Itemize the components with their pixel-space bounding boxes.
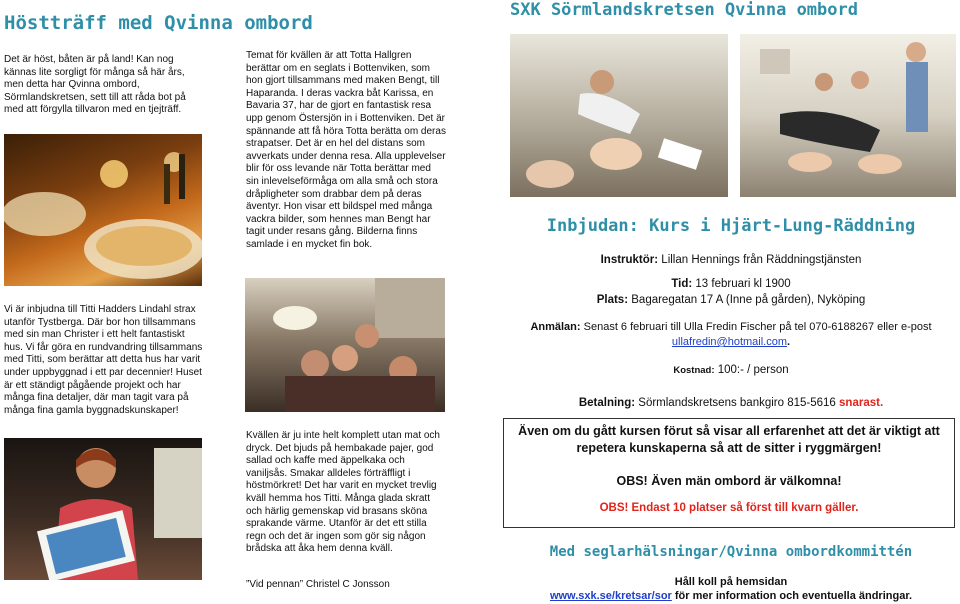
left-title: Höstträff med Qvinna ombord (4, 12, 313, 34)
instructor-line (502, 254, 960, 266)
notice-repeat: Även om du gått kursen förut så visar all erfarenhet att det är viktigt att repetera kunskaperna så att de sitter i ryggmärgen! (518, 424, 940, 455)
visit-paragraph: Vi är inbjudna till Titti Hadders Lindahl strax utanför Tystberga. Där bor hon tillsammans med sin man Christer i ett helt fantastiskt hus. Vi får göra en rundvandring tillsammans med Titti, som berättar att detta hus har varit under uppbyggnad i ett par decennier! Huset är ett ständigt pågående projekt och har många fina detaljer, där man tagit vara på många fina gamla byggnadskunskaper! (4, 304, 203, 416)
cost-label: Kostnad: (673, 365, 715, 376)
place-label: Plats: (596, 294, 629, 306)
signup-label: Anmälan: (530, 321, 581, 333)
evening-paragraph: Kvällen är ju inte helt komplett utan mat och dryck. Det bjuds på hembakade pajer, god sallad och kaffe med äppelkaka och vaniljsås. Smakar alldeles förträffligt i höstmörkret! Det har varit en mycket trevlig kväll hemma hos Titti. Många glada skratt och härlig gemenskap vid brasans sköna sprakande värme. Utanför är det ett stilla regn och det är ingen som gör sig någon brådska att åka hem denna kväll. (246, 430, 440, 555)
email-link[interactable]: ullafredin@hotmail.com (671, 336, 788, 348)
website-line (502, 590, 960, 602)
time-line (502, 278, 960, 290)
theme-paragraph: Temat för kvällen är att Totta Hallgren berättar om en seglats i Bottenviken, som hon gjort tillsammans med maken Bengt, till Haparanda. I deras vackra båt Karissa, en Bavaria 37, har de gjort en fantastisk resa upp genom Östersjön in i Bottenviken. Det är spännande att få höra Totta berätta om deras strapatser. Det är en hel del distans som avverkats under denna resa. Alla upplevelser blir för oss levande när Totta berättar med sin inlevelseförmåga om alla små och stora dråpligheter som drabbar dem på deras äventyr. Hon visar ett bildspel med många vackra bilder, som hennes man Bengt har tagit under resans gång. Bilderna finns samlade i en mycket fin bok. (246, 50, 446, 250)
payment-urgent: snarast. (839, 397, 884, 409)
time-value: 13 februari kl 1900 (695, 278, 791, 290)
keep-watch: Håll koll på hemsidan (674, 576, 788, 588)
payment-label: Betalning: (578, 397, 636, 409)
invitation-heading: Inbjudan: Kurs i Hjärt-Lung-Räddning (546, 216, 916, 236)
notice-obs: OBS! (599, 502, 629, 514)
signup-line: Anmälan: Senast 6 februari till Ulla Fredin Fischer på tel 070-6188267 eller e-post ullafredin@hotmail.com. (530, 321, 932, 348)
dinner-photo (245, 278, 445, 412)
titti-photo (4, 438, 202, 580)
notice-men-welcome: OBS! Även män ombord är välkomna! (616, 474, 842, 488)
website-note: för mer information och eventuella ändringar. (674, 590, 913, 602)
greeting: Med seglarhälsningar/Qvinna ombordkommittén (549, 544, 913, 560)
time-label: Tid: (671, 278, 693, 290)
candle-table-photo (4, 134, 202, 286)
cpr-photo-left (510, 34, 728, 197)
instructor-value: Lillan Hennings från Räddningstjänsten (661, 254, 862, 266)
signature: ”Vid pennan” Christel C Jonsson (246, 579, 390, 590)
payment-value: Sörmlandskretsens bankgiro 815-5616 (638, 397, 836, 409)
instructor-label: Instruktör: (600, 254, 659, 266)
cost-value: 100:- / person (717, 364, 789, 376)
right-title: SXK Sörmlandskretsen Qvinna ombord (510, 0, 858, 20)
notice-box (503, 418, 955, 528)
cpr-photo-right (740, 34, 956, 197)
place-value: Bagaregatan 17 A (Inne på gården), Nyköping (631, 294, 866, 306)
intro-paragraph: Det är höst, båten är på land! Kan nog kännas lite sorgligt för många så här års, men detta har Qvinna ombord, Sörmlandskretsen, sett till att råda bot på med att förgylla tillvaron med en tjejträff. (4, 54, 186, 116)
website-link[interactable]: www.sxk.se/kretsar/sor (549, 590, 672, 602)
signup-value: Senast 6 februari till Ulla Fredin Fischer på tel 070-6188267 eller e-post (583, 321, 932, 333)
place-line (502, 294, 960, 306)
payment-line (502, 397, 960, 409)
notice-limited (504, 502, 954, 514)
notice-limited-text: Endast 10 platser så först till kvarn gäller. (631, 502, 859, 514)
cost-line (502, 364, 960, 376)
